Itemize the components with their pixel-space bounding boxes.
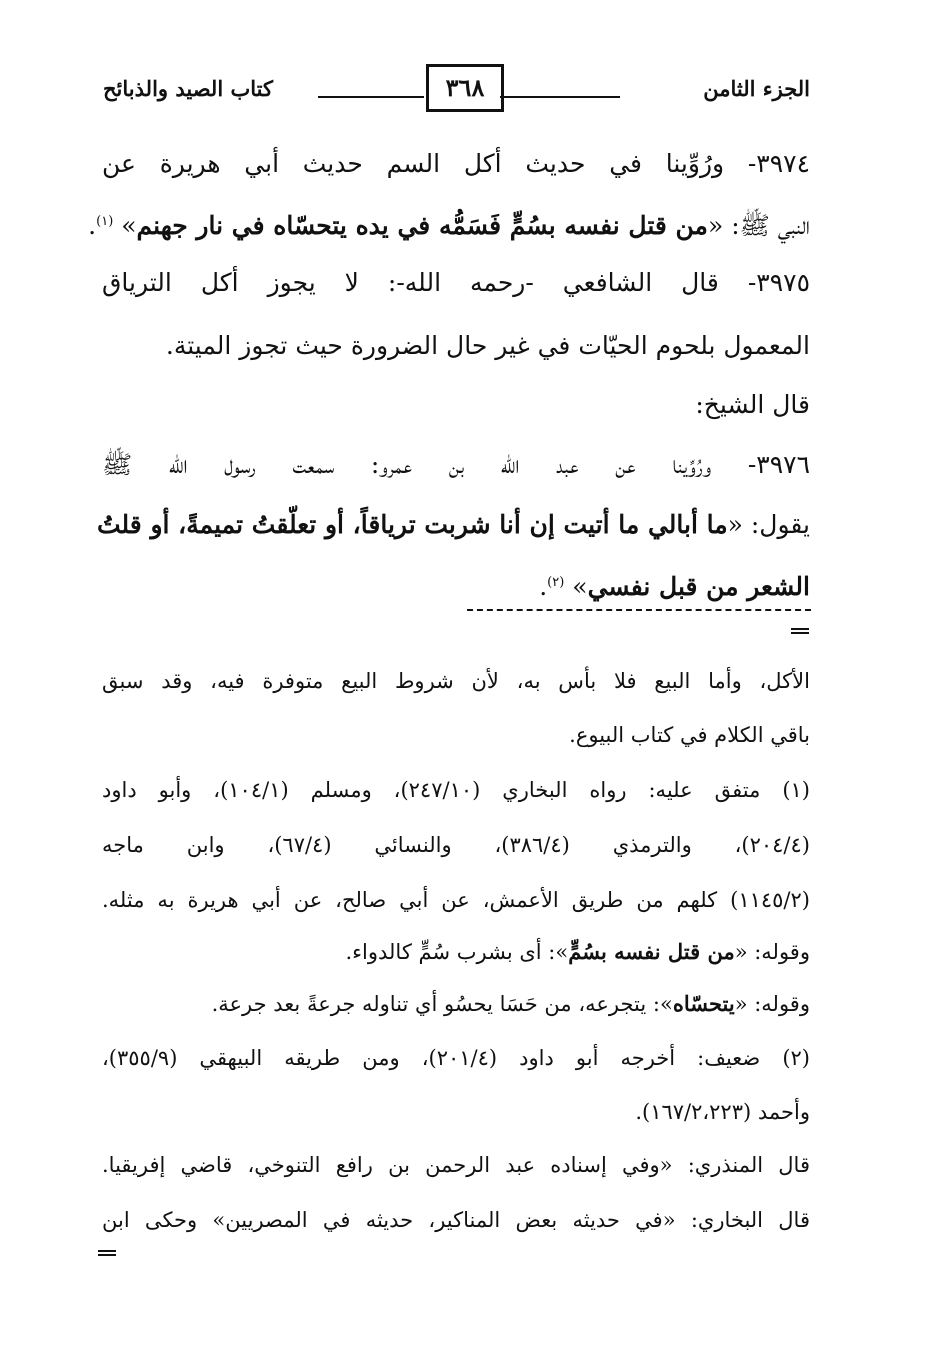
text-line-5: قال الشيخ: bbox=[695, 390, 810, 419]
footnote-1-line-1: (١) متفق عليه: رواه البخاري (٢٤٧/١٠)، ومسلم (١٠٤/١)، وأبو داود bbox=[102, 778, 810, 802]
header-volume: الجزء الثامن bbox=[703, 76, 810, 101]
hadith-quote-1: من قتل نفسه بسُمٍّ فَسَمُّه في يده يتحسّاه في نار جهنم bbox=[136, 211, 708, 240]
text-fragment: . bbox=[88, 211, 97, 240]
continuation-mark bbox=[98, 1250, 116, 1256]
footnote-cont-line-1: الأكل، وأما البيع فلا بأس به، لأن شروط البيع متوفرة فيه، وقد سبق bbox=[102, 669, 810, 693]
text-line-3: ٣٩٧٥- قال الشافعي -رحمه الله-: لا يجوز أكل الترياق bbox=[102, 268, 810, 297]
text-fragment: النبي ﷺ: « bbox=[707, 211, 810, 240]
footnote-2-line-4: قال البخاري: «في حديثه بعض المناكير، حديثه في المصريين» وحكى ابن bbox=[102, 1208, 810, 1232]
text-line-6: ٣٩٧٦- ورُوِّينا عن عبد الله بن عمرو: سمعت رسول الله ﷺ bbox=[102, 450, 810, 479]
page-number-box: ٣٦٨ bbox=[426, 64, 504, 112]
footnote-ref-1: (١) bbox=[96, 214, 114, 229]
text-line-1: ٣٩٧٤- ورُوِّينا في حديث أكل السم حديث أبي هريرة عن bbox=[102, 149, 810, 178]
footnote-quote: من قتل نفسه بسُمٍّ bbox=[568, 939, 735, 964]
continuation-mark bbox=[791, 628, 809, 634]
footnote-2-line-1: (٢) ضعيف: أخرجه أبو داود (٢٠١/٤)، ومن طريقه البيهقي (٣٥٥/٩)، bbox=[102, 1046, 810, 1070]
text-line-4: المعمول بلحوم الحيّات في غير حال الضرورة حيث تجوز الميتة. bbox=[165, 331, 810, 360]
footnote-1-line-4 bbox=[345, 938, 810, 966]
text-fragment: » bbox=[121, 211, 137, 240]
hadith-quote-2: ما أبالي ما أتيت إن أنا شربت ترياقاً، أو تعلّقتُ تميمةً، أو قلتُ bbox=[96, 510, 728, 539]
text-fragment: »: يتجرعه، من حَسَا يحسُو أي تناوله جرعةً بعد جرعة. bbox=[211, 992, 673, 1016]
footnote-2-line-2: وأحمد (١٦٧/٢،٢٢٣). bbox=[635, 1100, 810, 1124]
footnote-cont-line-2: باقي الكلام في كتاب البيوع. bbox=[569, 723, 810, 747]
footnote-2-line-3: قال المنذري: «وفي إسناده عبد الرحمن بن رافع التنوخي، قاضي إفريقيا. bbox=[102, 1153, 810, 1177]
footnote-ref-2: (٢) bbox=[547, 575, 565, 590]
text-fragment: . bbox=[539, 572, 548, 601]
text-fragment: »: أى بشرب سُمٍّ كالدواء. bbox=[345, 940, 569, 964]
footnote-1-line-2: (٢٠٤/٤)، والترمذي (٣٨٦/٤)، والنسائي (٦٧/٤)، وابن ماجه bbox=[102, 833, 810, 857]
footnote-1-line-3: (١١٤٥/٢) كلهم من طريق الأعمش، عن أبي صالح، عن أبي هريرة به مثله. bbox=[102, 888, 810, 912]
footnote-1-line-5 bbox=[212, 990, 810, 1018]
text-line-7 bbox=[96, 509, 810, 541]
hadith-quote-2-end: الشعر من قبل نفسي bbox=[587, 572, 810, 601]
text-fragment: » bbox=[572, 572, 588, 601]
text-fragment: وقوله: « bbox=[734, 992, 810, 1016]
header-book-title: كتاب الصيد والذبائح bbox=[103, 76, 273, 101]
text-fragment: يقول: « bbox=[727, 510, 810, 539]
footnote-separator bbox=[467, 609, 811, 611]
header-rule-right bbox=[500, 96, 620, 98]
header-rule-left bbox=[318, 96, 424, 98]
footnote-quote: يتحسّاه bbox=[672, 991, 735, 1016]
text-fragment: وقوله: « bbox=[734, 940, 810, 964]
text-line-8 bbox=[539, 567, 810, 603]
text-line-2 bbox=[88, 206, 810, 242]
